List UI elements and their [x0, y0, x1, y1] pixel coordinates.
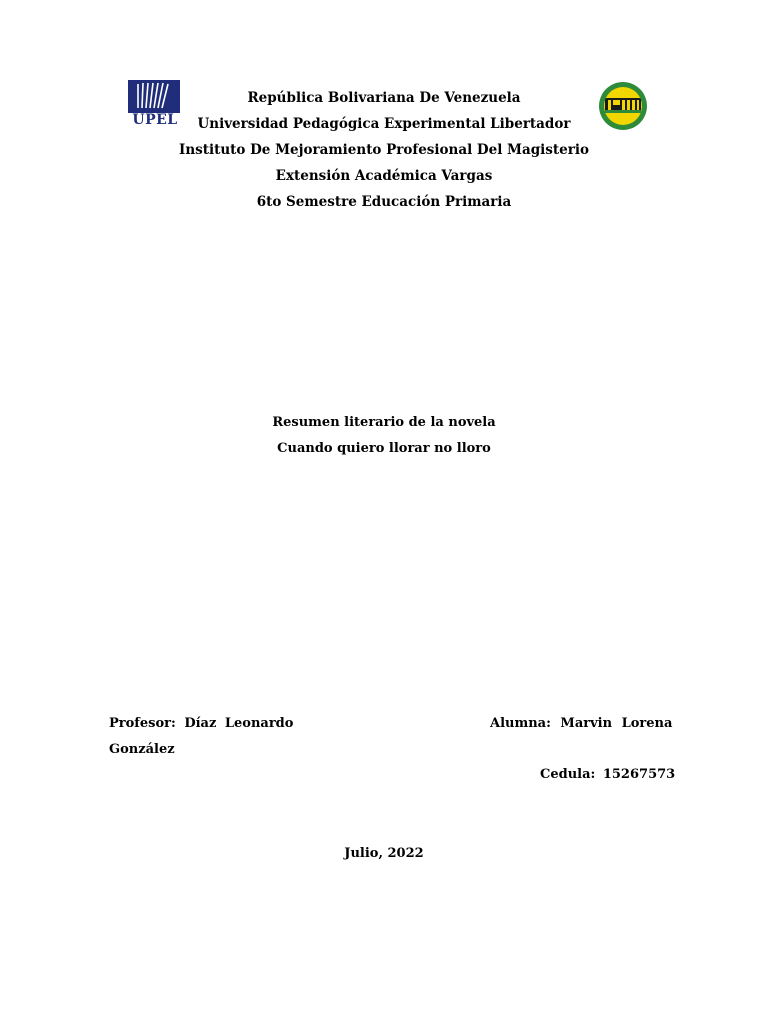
header-line: 6to Semestre Educación Primaria: [256, 194, 512, 210]
title-line: Cuando quiero llorar no lloro: [277, 441, 491, 456]
title-line: Resumen literario de la novela: [272, 415, 496, 430]
cedula-label: Cedula: 15267573: [540, 767, 676, 782]
document-date: Julio, 2022: [344, 846, 424, 861]
header-line: Extensión Académica Vargas: [275, 168, 493, 184]
document-title: [0, 410, 768, 462]
alumna-label: Alumna: Marvin Lorena: [490, 716, 673, 731]
header-line: Instituto De Mejoramiento Profesional Del Magisterio: [179, 142, 589, 158]
profesor-label-continued: González: [109, 742, 175, 757]
upel-logo-text: UPEL: [132, 112, 178, 128]
profesor-label: Profesor: Díaz Leonardo: [109, 716, 294, 731]
header-line: Universidad Pedagógica Experimental Libertador: [197, 116, 571, 132]
header-line: República Bolivariana De Venezuela: [247, 90, 521, 106]
institution-header: [0, 85, 768, 215]
